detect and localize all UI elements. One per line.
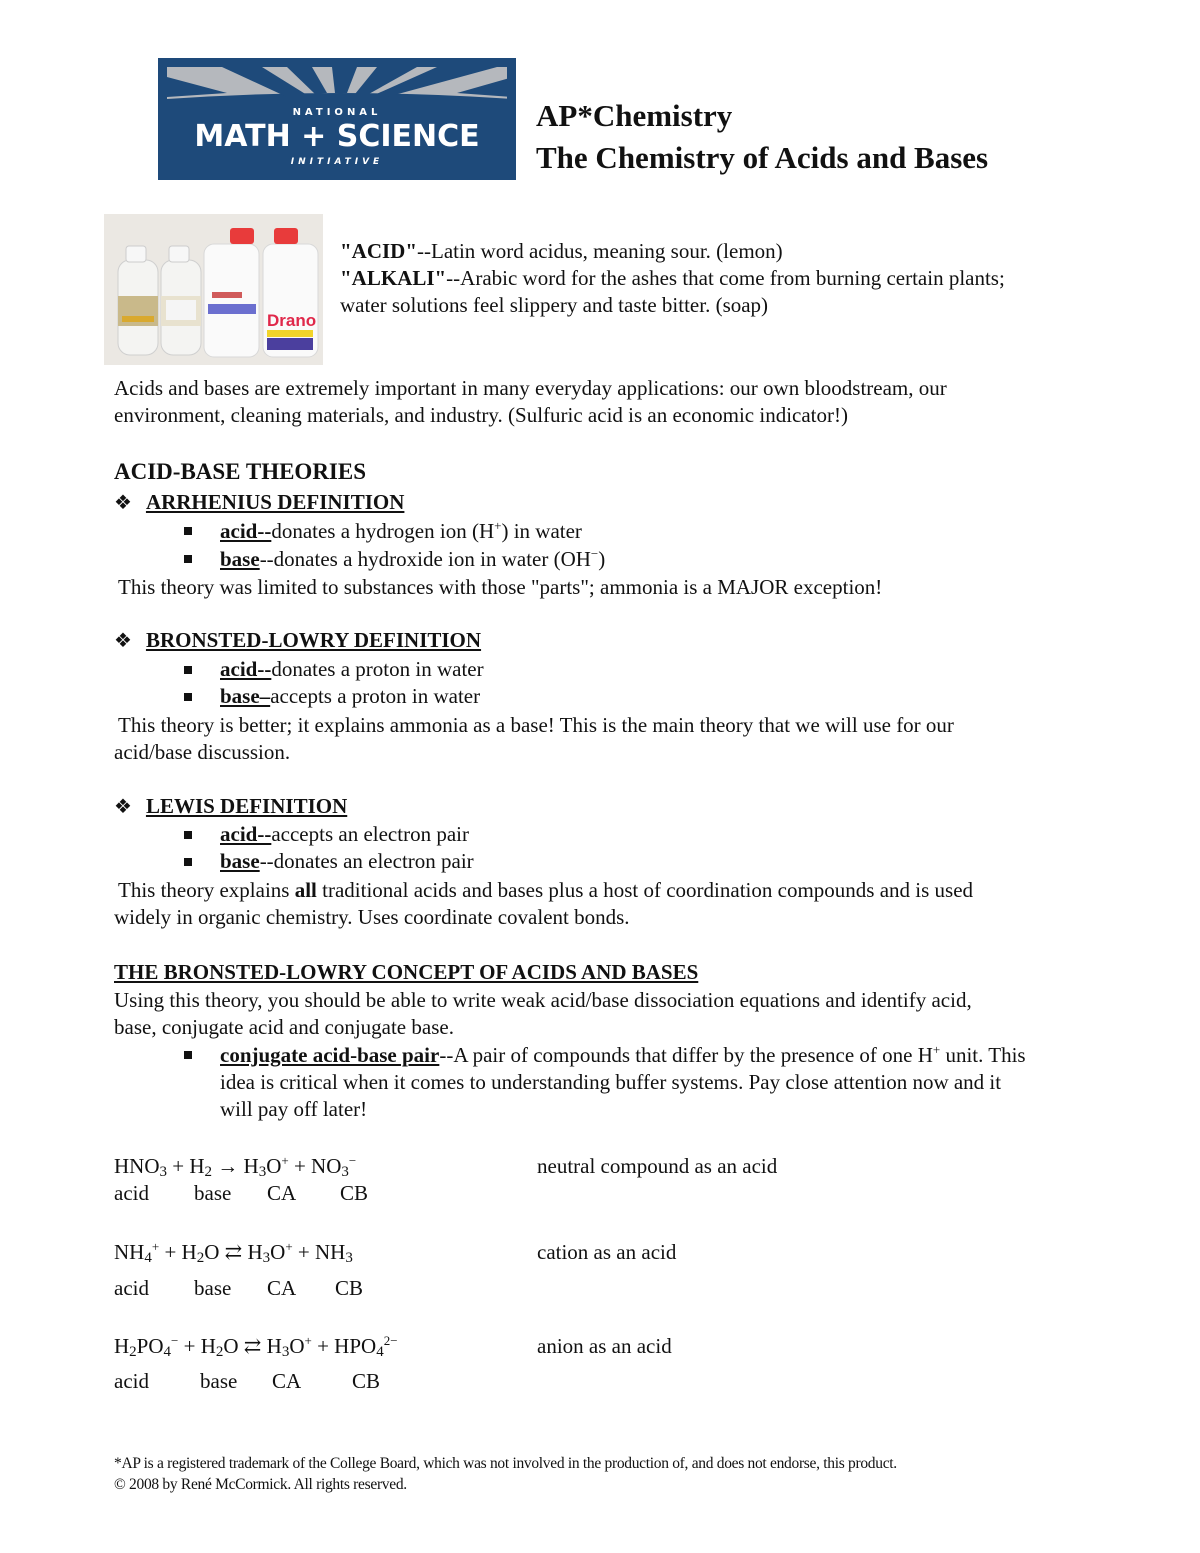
bronsted-heading (114, 628, 481, 653)
acid-definition-end: ) in water (501, 519, 582, 543)
bronsted-note (114, 712, 1114, 766)
logo-main-text: MATH + SCIENCE (194, 119, 480, 154)
importance-line-1: Acids and bases are extremely important in many everyday applications: our own bloodstream, our (114, 376, 947, 400)
square-bullet-icon (184, 527, 192, 535)
charge-sup: − (590, 546, 599, 561)
label-cb: CB (352, 1369, 381, 1393)
pair-text: --A pair of compounds that differ by the presence of one H (439, 1043, 933, 1067)
bronsted-title: BRONSTED-LOWRY DEFINITION (145, 628, 482, 652)
square-bullet-icon (184, 831, 192, 839)
alkali-term: "ALKALI" (340, 266, 447, 290)
conjugate-pair-definition (220, 1042, 1140, 1123)
acid-etymology: --Latin word acidus, meaning sour. (lemon) (417, 239, 783, 263)
arrhenius-title: ARRHENIUS DEFINITION (145, 490, 405, 514)
lewis-base (220, 849, 474, 874)
label-base: base (194, 1276, 232, 1300)
equation-2-labels (114, 1276, 363, 1301)
trademark-notice: *AP is a registered trademark of the College Board, which was not involved in the production of, and does not endorse, this product. (114, 1455, 897, 1472)
diamond-bullet-icon: ❖ (114, 492, 132, 514)
equation-1-labels (114, 1181, 368, 1206)
acid-definition: accepts an electron pair (271, 822, 469, 846)
lewis-title: LEWIS DEFINITION (145, 794, 348, 818)
section-heading-theories: ACID-BASE THEORIES (114, 459, 367, 484)
acid-term: "ACID" (340, 239, 417, 263)
lewis-note (114, 877, 1114, 931)
diamond-bullet-icon: ❖ (114, 630, 132, 652)
base-term: base (220, 849, 260, 873)
square-bullet-icon (184, 1051, 192, 1059)
equation-3-description: anion as an acid (537, 1334, 672, 1358)
bronsted-note-line-2: acid/base discussion. (114, 740, 291, 764)
lewis-acid (220, 822, 469, 847)
base-definition: --donates an electron pair (259, 849, 474, 873)
acid-term: acid-- (220, 822, 272, 846)
alkali-etymology-cont: water solutions feel slippery and taste bitter. (soap) (340, 293, 769, 317)
label-base: base (200, 1369, 238, 1393)
lewis-note-line-2: widely in organic chemistry. Uses coordinate covalent bonds. (114, 905, 630, 929)
base-definition-end: ) (598, 547, 606, 571)
page-title-course: AP*Chemistry (536, 98, 733, 133)
equation-2-description: cation as an acid (537, 1240, 677, 1264)
label-base: base (194, 1181, 232, 1205)
bronsted-note-line-1: This theory is better; it explains ammonia as a base! This is the main theory that we will use for our (118, 713, 954, 737)
acid-definition: donates a proton in water (271, 657, 484, 681)
square-bullet-icon (184, 555, 192, 563)
label-acid: acid (114, 1276, 149, 1300)
bronsted-acid (220, 657, 484, 682)
equation-1: $HNO_3 + H_2 \to H_3O^+ + NO_3^-$ (114, 1153, 357, 1180)
alkali-etymology: --Arabic word for the ashes that come from burning certain plants; (446, 266, 1005, 290)
base-definition: accepts a proton in water (270, 684, 481, 708)
equation-1-description: neutral compound as an acid (537, 1154, 778, 1178)
product-bottles-photo (104, 214, 323, 365)
conjugate-pair-term: conjugate acid-base pair (220, 1043, 440, 1067)
arrhenius-note: This theory was limited to substances with those "parts"; ammonia is a MAJOR exception! (118, 575, 883, 599)
base-term: base (220, 547, 260, 571)
diamond-bullet-icon: ❖ (114, 796, 132, 818)
arrhenius-heading (114, 490, 404, 515)
pair-text-line-3: will pay off later! (220, 1097, 368, 1121)
importance-paragraph (114, 375, 1104, 429)
pair-text-end: unit. This (940, 1043, 1026, 1067)
arrhenius-acid (220, 519, 582, 544)
acid-term: acid-- (220, 657, 272, 681)
page-title-topic: The Chemistry of Acids and Bases (536, 140, 989, 175)
concept-line-1: Using this theory, you should be able to write weak acid/base dissociation equations and identify acid, (114, 988, 972, 1012)
footer (114, 1453, 897, 1495)
acid-definition: donates a hydrogen ion (H (271, 519, 495, 543)
charge-sup: + (494, 518, 502, 533)
lewis-heading (114, 794, 347, 819)
svg-text:Drano: Drano (267, 311, 317, 330)
bronsted-base (220, 684, 480, 709)
pair-text-line-2: idea is critical when it comes to understanding buffer systems. Pay close attention now and it (220, 1070, 1002, 1094)
square-bullet-icon (184, 858, 192, 866)
lewis-note-c: traditional acids and bases plus a host of coordination compounds and is used (316, 878, 974, 902)
concept-line-2: base, conjugate acid and conjugate base. (114, 1015, 454, 1039)
lewis-note-a: This theory explains (118, 878, 295, 902)
copyright-notice: © 2008 by René McCormick. All rights reserved. (114, 1476, 407, 1493)
label-acid: acid (114, 1369, 149, 1393)
nmsi-logo (158, 58, 516, 180)
charge-sup: + (932, 1042, 941, 1057)
label-cb: CB (335, 1276, 364, 1300)
base-definition: --donates a hydroxide ion in water (OH (259, 547, 591, 571)
acid-term: acid-- (220, 519, 272, 543)
label-ca: CA (267, 1276, 297, 1300)
equation-3: $H_2PO_4^- + H_2O$ ⇄ $H_3O^+ + HPO_4^{2-}$ (114, 1333, 398, 1360)
base-term: base– (220, 684, 271, 708)
square-bullet-icon (184, 666, 192, 674)
importance-line-2: environment, cleaning materials, and industry. (Sulfuric acid is an economic indicator!) (114, 403, 848, 427)
lewis-note-emphasis: all (294, 878, 317, 902)
equation-3-labels (114, 1369, 380, 1394)
section-heading-concept: THE BRONSTED-LOWRY CONCEPT OF ACIDS AND BASES (114, 960, 699, 984)
label-acid: acid (114, 1181, 149, 1205)
logo-national-text: NATIONAL (292, 107, 382, 118)
equation-2: $NH_4^+ + H_2O$ ⇄ $H_3O^+ + NH_3$ (114, 1239, 353, 1266)
label-cb: CB (340, 1181, 369, 1205)
concept-intro (114, 987, 1114, 1041)
intro-definitions (340, 238, 1120, 319)
arrhenius-base (220, 547, 605, 572)
label-ca: CA (272, 1369, 302, 1393)
logo-initiative-text: INITIATIVE (290, 157, 384, 167)
square-bullet-icon (184, 693, 192, 701)
label-ca: CA (267, 1181, 297, 1205)
